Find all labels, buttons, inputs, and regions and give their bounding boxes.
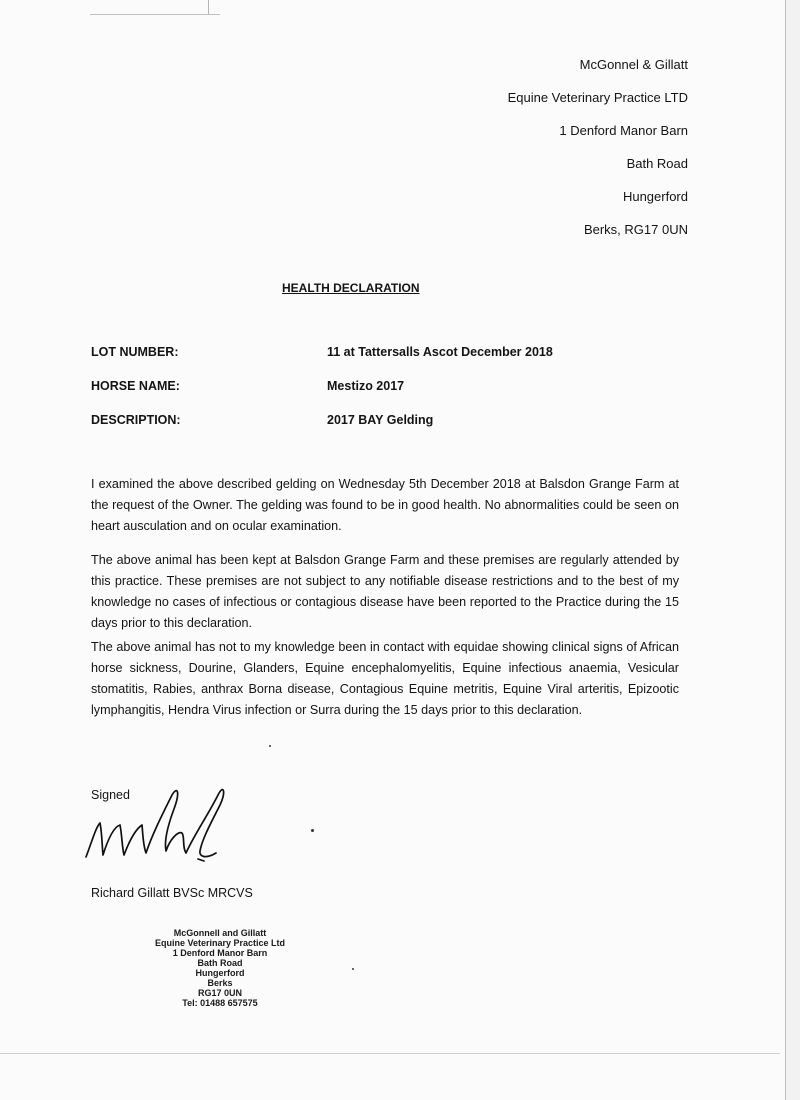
paragraph-disease-contact: The above animal has not to my knowledge been in contact with equidae showing clinical signs of African horse sickness, Dourine, Glanders, Equine encephalomyelitis, Equine infectious anaemia, Vesicular stomatitis, Rabies, anthrax Borna disease, Contagious Equine metritis, Equine Viral arteritis, Epizootic lymphangitis, Hendra Virus infection or Surra during the 15 days prior to this declaration. (91, 640, 679, 717)
address-line: 1 Denford Manor Barn (559, 123, 688, 138)
signer-name: Richard Gillatt BVSc MRCVS (91, 886, 253, 900)
stamp-line: RG17 0UN (197, 988, 242, 998)
stamp-line: Berks (207, 978, 233, 988)
scan-artifact-bottom-line (0, 1053, 780, 1054)
address-line: McGonnel & Gillatt (579, 57, 688, 72)
field-label: DESCRIPTION: (91, 413, 181, 427)
field-label: LOT NUMBER: (91, 345, 179, 359)
scan-artifact-top (90, 0, 220, 15)
stamp-line: Tel: 01488 657575 (182, 998, 258, 1008)
scan-speck (352, 968, 354, 970)
paragraph-premises: The above animal has been kept at Balsdon Grange Farm and these premises are regularly attended by this practice. These premises are not subject to any notifiable disease restrictions and to the best of my knowledge no cases of infectious or contagious disease have been reported to the Practice during the 15 days prior to this declaration. (91, 553, 679, 630)
address-line: Equine Veterinary Practice LTD (507, 90, 688, 105)
practice-address (508, 48, 688, 246)
stamp-line: McGonnell and Gillatt (173, 928, 267, 938)
stamp-line: Hungerford (195, 968, 245, 978)
scan-page-edge (785, 0, 800, 1100)
scan-speck (311, 829, 314, 832)
address-line: Hungerford (622, 189, 688, 204)
paragraph-examination: I examined the above described gelding on Wednesday 5th December 2018 at Balsdon Grange Farm at the request of the Owner. The gelding was found to be in good health. No abnormalities could be seen on heart ausculation and on ocular examination. (91, 477, 679, 533)
practice-stamp (140, 928, 300, 1008)
stamp-line: Equine Veterinary Practice Ltd (154, 938, 286, 948)
handwritten-signature (82, 775, 232, 875)
signed-label: Signed (91, 788, 130, 802)
address-line: Berks, RG17 0UN (583, 222, 688, 237)
stamp-line: Bath Road (197, 958, 243, 968)
stamp-line: 1 Denford Manor Barn (172, 948, 268, 958)
document-title: HEALTH DECLARATION (282, 281, 420, 295)
field-value: Mestizo 2017 (327, 379, 405, 393)
field-label: HORSE NAME: (91, 379, 180, 393)
scan-speck (269, 745, 271, 747)
field-value: 11 at Tattersalls Ascot December 2018 (327, 345, 553, 359)
field-value: 2017 BAY Gelding (327, 413, 434, 427)
address-line: Bath Road (626, 156, 688, 171)
